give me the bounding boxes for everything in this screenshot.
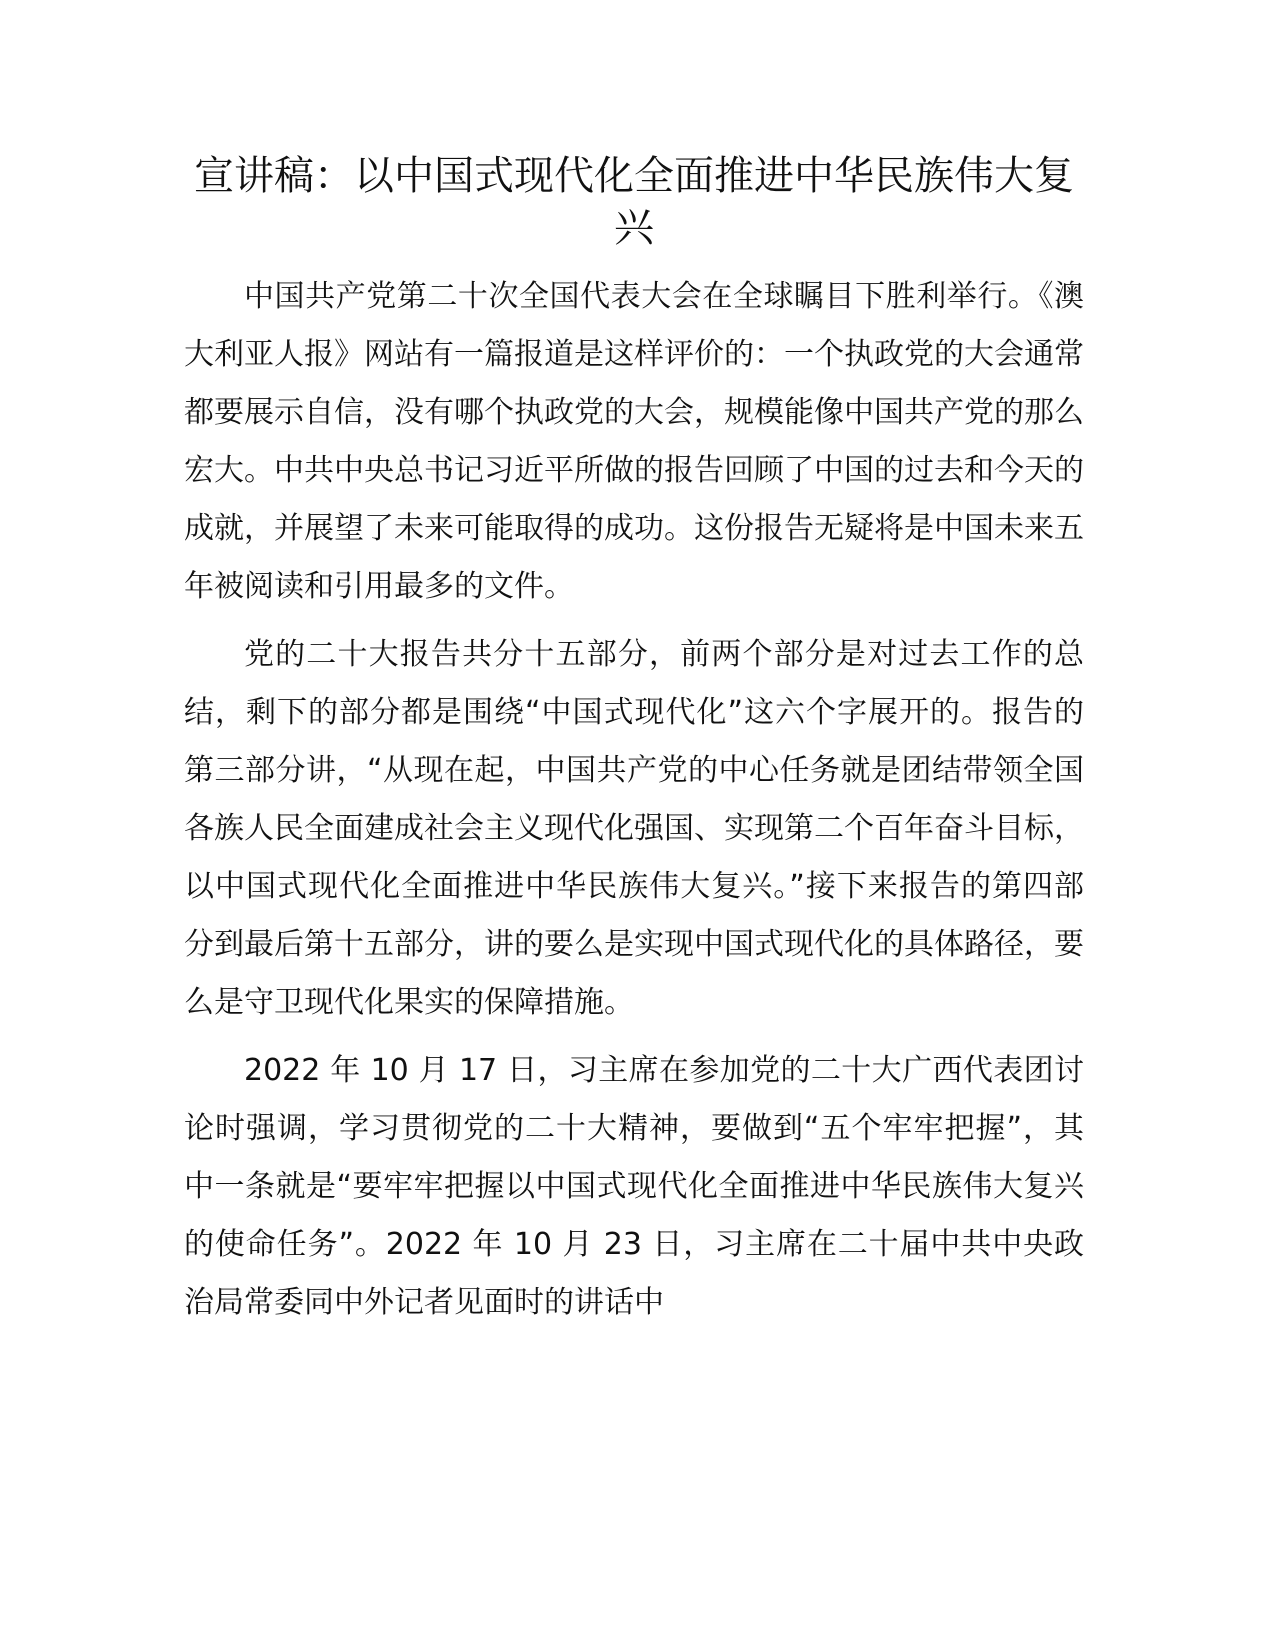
document-page [184,150,1084,1342]
document-title: 宣讲稿：以中国式现代化全面推进中华民族伟大复兴 [194,153,1074,251]
paragraph-2: 党的二十大报告共分十五部分，前两个部分是对过去工作的总结，剩下的部分都是围绕“中国式现代化”这六个字展开的。报告的第三部分讲，“从现在起，中国共产党的中心任务就是团结带领全国各族人民全面建成社会主义现代化强国、实现第二个百年奋斗目标，以中国式现代化全面推进中华民族伟大复兴。”接下来报告的第四部分到最后第十五部分，讲的要么是实现中国式现代化的具体路径，要么是守卫现代化果实的保障措施。 [184,637,1084,1020]
paragraph-3: 2022 年 10 月 17 日，习主席在参加党的二十大广西代表团讨论时强调，学习贯彻党的二十大精神，要做到“五个牢牢把握”，其中一条就是“要牢牢把握以中国式现代化全面推进中华民族伟大复兴的使命任务”。2022 年 10 月 23 日，习主席在二十届中共中央政治局常委同中外记者见面时的讲话中 [184,1053,1084,1320]
paragraph-1: 中国共产党第二十次全国代表大会在全球瞩目下胜利举行。《澳大利亚人报》网站有一篇报道是这样评价的：一个执政党的大会通常都要展示自信，没有哪个执政党的大会，规模能像中国共产党的那么宏大。中共中央总书记习近平所做的报告回顾了中国的过去和今天的成就，并展望了未来可能取得的成功。这份报告无疑将是中国未来五年被阅读和引用最多的文件。 [184,279,1084,604]
